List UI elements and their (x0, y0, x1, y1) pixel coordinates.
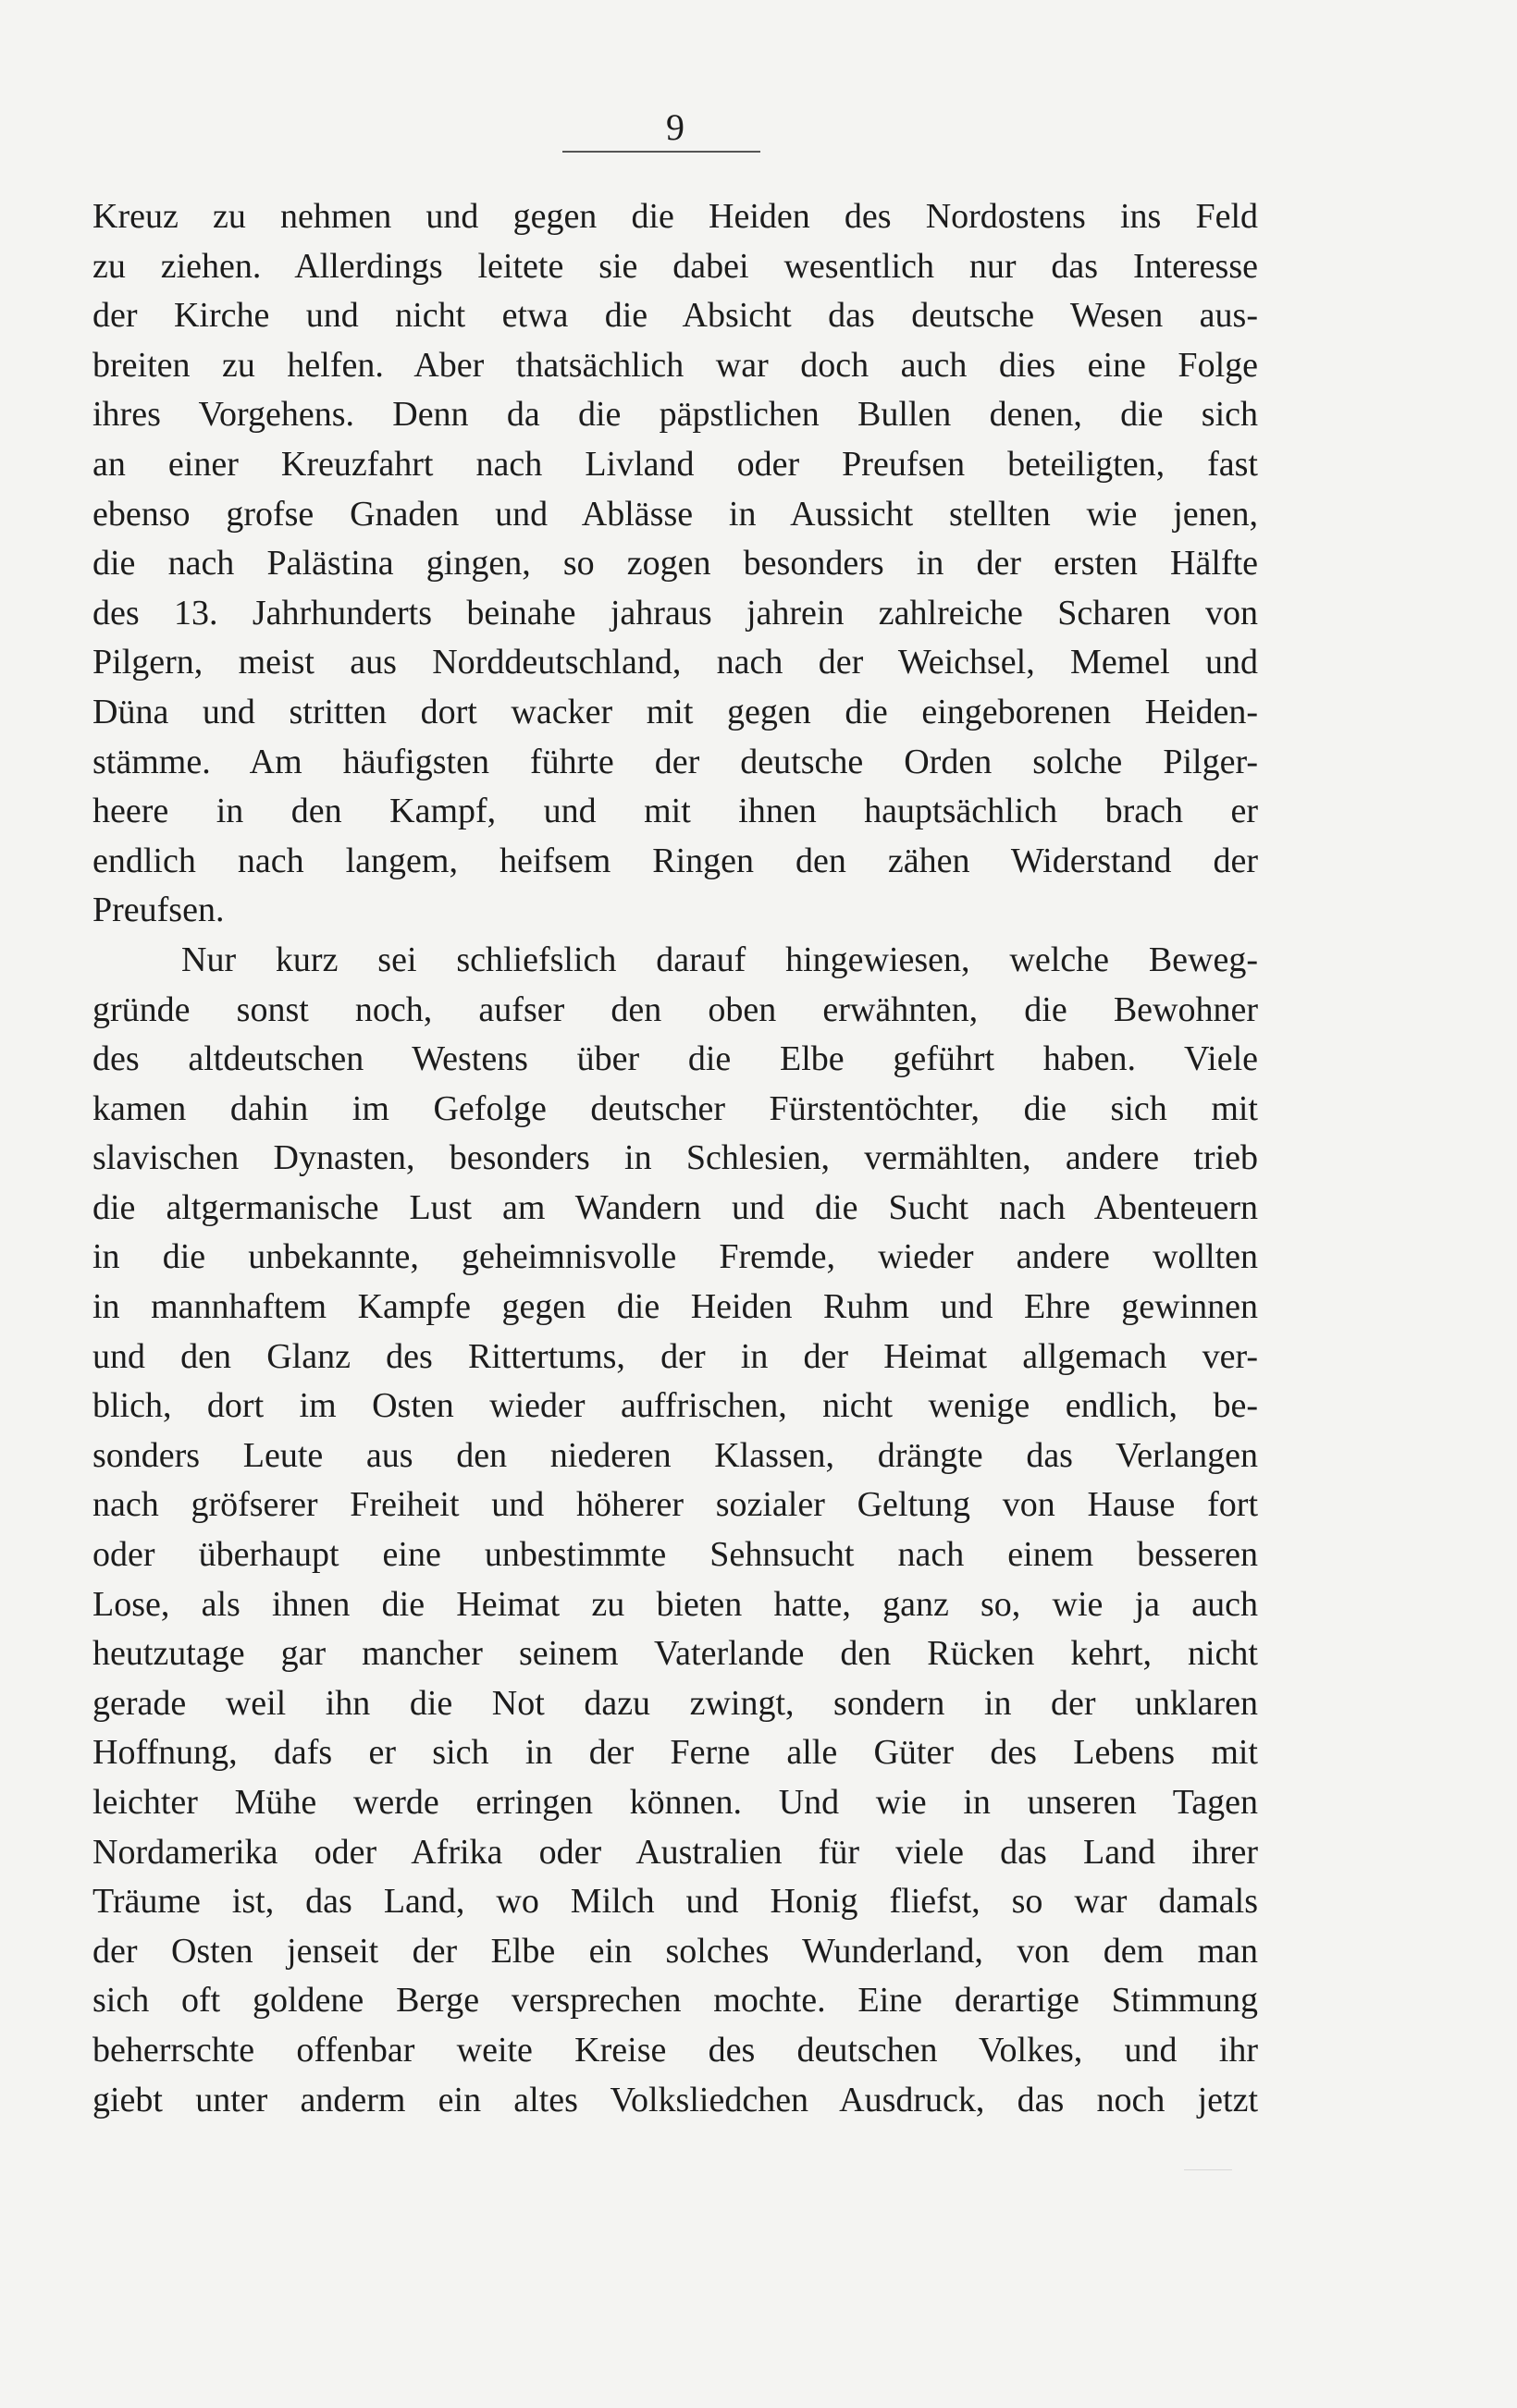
text-line: ebenso grofse Gnaden und Ablässe in Aussicht stellten wie jenen, (92, 494, 1258, 534)
text-line: gründe sonst noch, aufser den oben erwähnten, die Bewohner (92, 989, 1258, 1029)
text-line: in die unbekannte, geheimnisvolle Fremde, wieder andere wollten (92, 1237, 1258, 1277)
text-line: leichter Mühe werde erringen können. Und wie in unseren Tagen (92, 1783, 1258, 1822)
text-line: beherrschte offenbar weite Kreise des deutschen Volkes, und ihr (92, 2030, 1258, 2070)
text-line: blich, dort im Osten wieder auffrischen, nicht wenige endlich, be- (92, 1386, 1258, 1426)
text-line: die altgermanische Lust am Wandern und die Sucht nach Abenteuern (92, 1187, 1258, 1227)
text-line: des altdeutschen Westens über die Elbe geführt haben. Viele (92, 1039, 1258, 1079)
text-line: kamen dahin im Gefolge deutscher Fürstentöchter, die sich mit (92, 1088, 1258, 1128)
text-line: des 13. Jahrhunderts beinahe jahraus jahrein zahlreiche Scharen von (92, 593, 1258, 633)
header-rule (562, 151, 760, 153)
text-line: heere in den Kampf, und mit ihnen hauptsächlich brach er (92, 792, 1258, 831)
text-line: der Kirche und nicht etwa die Absicht das deutsche Wesen aus- (92, 296, 1258, 336)
text-line: ihres Vorgehens. Denn da die päpstlichen Bullen denen, die sich (92, 395, 1258, 435)
text-line: stämme. Am häufigsten führte der deutsche Orden solche Pilger- (92, 742, 1258, 781)
text-line: der Osten jenseit der Elbe ein solches Wunderland, von dem man (92, 1931, 1258, 1971)
text-line: Nordamerika oder Afrika oder Australien für viele das Land ihrer (92, 1832, 1258, 1872)
text-line: nach gröfserer Freiheit und höherer sozialer Geltung von Hause fort (92, 1485, 1258, 1525)
text-line: giebt unter anderm ein altes Volksliedchen Ausdruck, das noch jetzt (92, 2080, 1258, 2119)
text-line: Preufsen. (92, 891, 225, 930)
text-line: oder überhaupt eine unbestimmte Sehnsucht nach einem besseren (92, 1535, 1258, 1575)
text-line: sich oft goldene Berge versprechen mochte. Eine derartige Stimmung (92, 1981, 1258, 2021)
body-text (92, 192, 1258, 2125)
paragraph-start-line: Nur kurz sei schliefslich darauf hingewiesen, welche Beweg- (181, 940, 1258, 979)
page-number: 9 (666, 106, 684, 148)
text-line: Lose, als ihnen die Heimat zu bieten hatte, ganz so, wie ja auch (92, 1584, 1258, 1624)
text-line: heutzutage gar mancher seinem Vaterlande den Rücken kehrt, nicht (92, 1634, 1258, 1674)
text-line: endlich nach langem, heifsem Ringen den zähen Widerstand der (92, 841, 1258, 880)
text-line: gerade weil ihn die Not dazu zwingt, sondern in der unklaren (92, 1683, 1258, 1723)
text-line: an einer Kreuzfahrt nach Livland oder Preufsen beteiligten, fast (92, 444, 1258, 484)
page-footer-mark (1184, 2169, 1232, 2170)
text-line: sonders Leute aus den niederen Klassen, drängte das Verlangen (92, 1435, 1258, 1475)
text-line: Kreuz zu nehmen und gegen die Heiden des Nordostens ins Feld (92, 197, 1258, 236)
text-line: Hoffnung, dafs er sich in der Ferne alle Güter des Lebens mit (92, 1733, 1258, 1773)
text-line: slavischen Dynasten, besonders in Schlesien, vermählten, andere trieb (92, 1138, 1258, 1178)
text-line: in mannhaftem Kampfe gegen die Heiden Ruhm und Ehre gewinnen (92, 1287, 1258, 1327)
text-line: zu ziehen. Allerdings leitete sie dabei wesentlich nur das Interesse (92, 246, 1258, 286)
text-line: die nach Palästina gingen, so zogen besonders in der ersten Hälfte (92, 544, 1258, 584)
text-line: Träume ist, das Land, wo Milch und Honig fliefst, so war damals (92, 1882, 1258, 1922)
text-line: und den Glanz des Rittertums, der in der Heimat allgemach ver- (92, 1336, 1258, 1376)
text-line: Pilgern, meist aus Norddeutschland, nach der Weichsel, Memel und (92, 643, 1258, 682)
text-line: Düna und stritten dort wacker mit gegen die eingeborenen Heiden- (92, 692, 1258, 731)
text-line: breiten zu helfen. Aber thatsächlich war doch auch dies eine Folge (92, 345, 1258, 385)
